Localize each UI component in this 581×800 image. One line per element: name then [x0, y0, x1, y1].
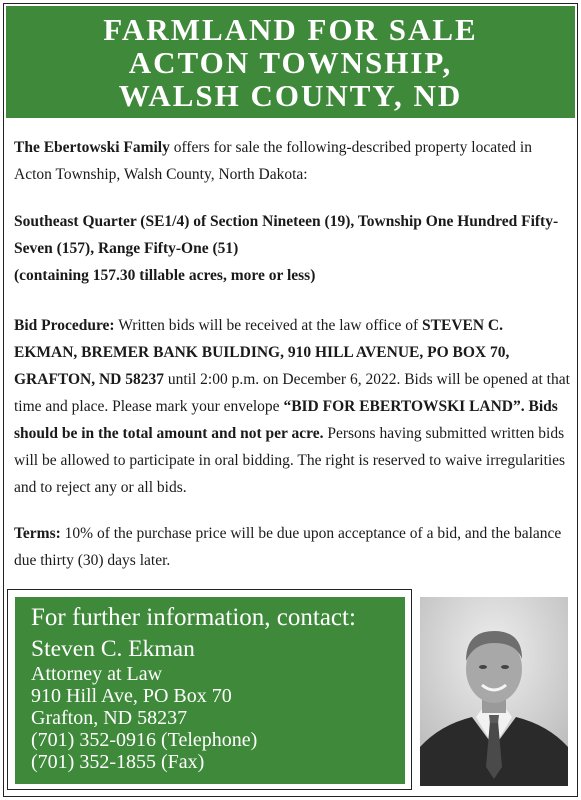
contact-title: Attorney at Law — [31, 663, 163, 685]
bid-procedure-paragraph — [14, 312, 570, 501]
legal-description-line: Southeast Quarter (SE1/4) of Section Nineteen (19), Township One Hundred Fifty-Seven (157), Range Fifty-One (51) — [14, 213, 559, 257]
bid-text-3: Persons having submitted written bids will be allowed to participate in oral bidding. The right is reserved to waive irregularities and to reject any or all bids. — [14, 425, 566, 496]
ad-header — [6, 6, 575, 118]
header-line-2: ACTON TOWNSHIP, — [128, 44, 453, 80]
legal-description — [14, 208, 570, 289]
terms-label: Terms: — [14, 525, 61, 542]
header-line-1: FARMLAND FOR SALE — [103, 11, 478, 47]
bid-procedure-label: Bid Procedure: — [14, 317, 115, 334]
header-line-3: WALSH COUNTY, ND — [118, 77, 463, 113]
acreage-line: (containing 157.30 tillable acres, more or less) — [14, 267, 316, 284]
contact-fax: (701) 352-1855 (Fax) — [31, 751, 205, 773]
intro-paragraph — [14, 134, 570, 188]
terms-paragraph — [14, 520, 570, 574]
seller-name: The Ebertowski Family — [14, 139, 170, 156]
contact-heading: For further information, contact: — [31, 604, 356, 631]
contact-address-2: Grafton, ND 58237 — [31, 707, 188, 729]
contact-box — [15, 597, 405, 784]
terms-text: 10% of the purchase price will be due upon acceptance of a bid, and the balance due thirty (30) days later. — [14, 525, 562, 569]
intro-text: offers for sale the following-described property located in Acton Township, Walsh County, North Dakota: — [14, 139, 532, 183]
bid-text-2: until 2:00 p.m. on December 6, 2022. Bids will be opened at that time and place. Please mark your envelope — [14, 371, 570, 415]
portrait-image — [420, 597, 568, 786]
contact-address-1: 910 Hill Ave, PO Box 70 — [31, 685, 232, 707]
bid-text-1: Written bids will be received at the law office of — [114, 317, 423, 334]
contact-name: Steven C. Ekman — [31, 636, 195, 662]
contact-phone: (701) 352-0916 (Telephone) — [31, 729, 258, 751]
envelope-marking: “BID FOR EBERTOWSKI LAND”. Bids should be in the total amount and not per acre. — [14, 398, 558, 442]
attorney-photo — [420, 597, 568, 786]
bid-address: STEVEN C. EKMAN, BREMER BANK BUILDING, 910 HILL AVENUE, PO BOX 70, GRAFTON, ND 58237 — [14, 317, 510, 388]
